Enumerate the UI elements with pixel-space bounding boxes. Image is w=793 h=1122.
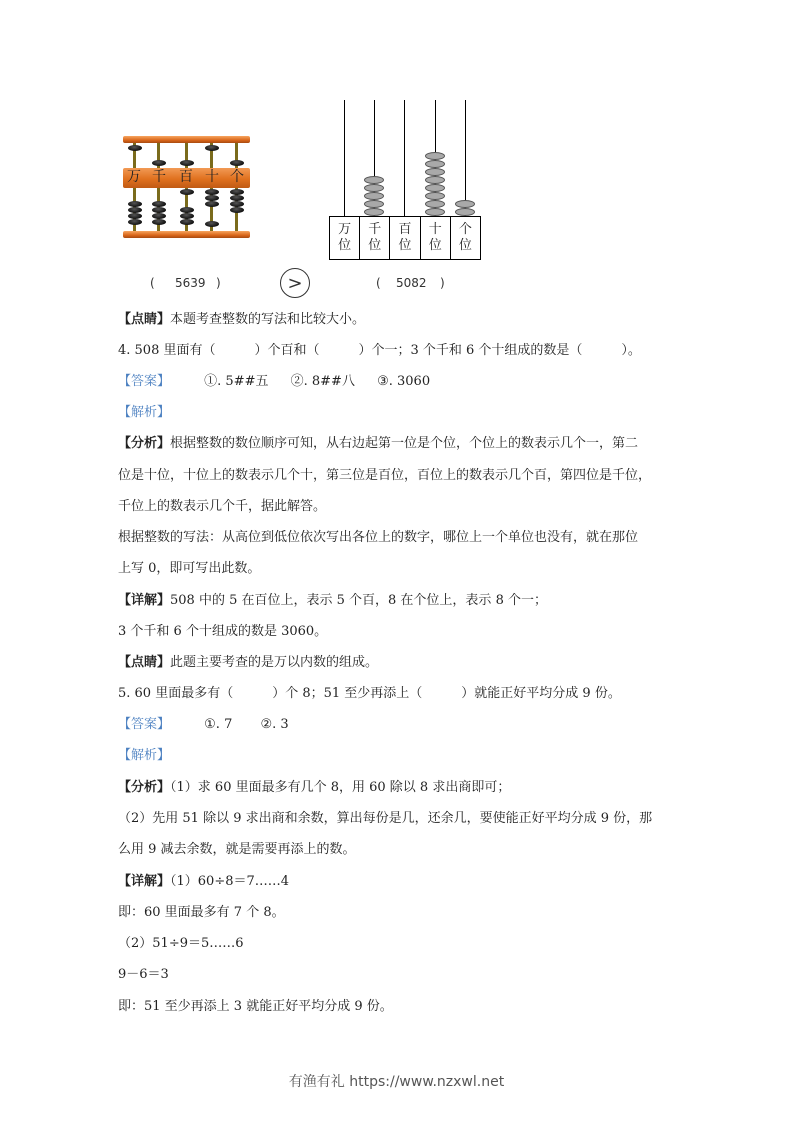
place-label-wan: 万 — [127, 169, 141, 185]
q5-question: 5. 60 里面最多有（ ）个 8；51 至少再添上（ ）就能正好平均分成 9 份。 — [118, 686, 621, 701]
place-cell-qian: 千 位 — [360, 217, 390, 259]
left-abacus-figure — [123, 136, 250, 238]
place-label-qian: 千 — [152, 169, 166, 185]
place-cell-ge: 个 位 — [458, 222, 472, 253]
q5-xiangjie-line: （2）51÷9＝5……6 — [118, 936, 244, 951]
q5-xiangjie-line: 【详解】（1）60÷8＝7……4 — [118, 874, 290, 889]
q4-fenxi-line: 位是十位，十位上的数表示几个十，第三位是百位，百位上的数表示几个百，第四位是千位， — [118, 468, 652, 483]
q5-xiangjie-line: 9－6＝3 — [118, 967, 169, 982]
place-cell-wan: 万 位 — [330, 217, 360, 259]
left-open-paren: ( — [150, 276, 155, 290]
right-close-paren: ) — [440, 276, 445, 290]
q4-xiangjie-line: 3 个千和 6 个十组成的数是 3060。 — [118, 624, 328, 639]
left-close-paren: ) — [216, 276, 221, 290]
abacus-rod — [465, 100, 466, 216]
left-answer-value: 5639 — [175, 276, 206, 290]
answer-tag: 【答案】 — [118, 717, 171, 732]
q3-tip: 【点睛】本题考查整数的写法和比较大小。 — [118, 312, 366, 327]
abacus-top-rail — [123, 136, 250, 143]
q4-fenxi-line: 根据整数的写法：从高位到低位依次写出各位上的数字，哪位上一个单位也没有，就在那位 — [118, 530, 639, 545]
upper-bead — [152, 160, 166, 166]
right-abacus-figure — [329, 100, 481, 260]
q5-xiangjie-line: 即：60 里面最多有 7 个 8。 — [118, 905, 285, 920]
right-answer-value: 5082 — [396, 276, 427, 290]
right-open-paren: ( — [376, 276, 381, 290]
q4-analysis-tag: 【解析】 — [118, 405, 171, 420]
q5-analysis-tag: 【解析】 — [118, 748, 171, 763]
q4-answer: 【答案】 ①. 5##五 ②. 8##八 ③. 3060 — [118, 374, 431, 389]
place-cell-bai: 百 位 — [390, 217, 420, 259]
place-value-table — [329, 216, 481, 260]
q5-fenxi-line: 【分析】（1）求 60 里面最多有几个 8，用 60 除以 8 求出商即可； — [118, 780, 511, 795]
q4-fenxi-line: 千位上的数表示几个千，据此解答。 — [118, 499, 327, 514]
upper-bead — [205, 145, 219, 151]
q5-answer: 【答案】 ①. 7 ②. 3 — [118, 717, 289, 732]
q5-fenxi-line: 么用 9 减去余数，就是需要再添上的数。 — [118, 842, 356, 857]
place-label-shi: 十 — [205, 169, 219, 185]
abacus-rod — [344, 100, 345, 216]
place-label-ge: 个 — [230, 169, 244, 185]
q4-question: 4. 508 里面有（ ）个百和（ ）个一；3 个千和 6 个十组成的数是（ ）。 — [118, 343, 641, 358]
footer-watermark: 有渔有礼 https://www.nzxwl.net — [288, 1074, 505, 1090]
q5-xiangjie-line: 即：51 至少再添上 3 就能正好平均分成 9 份。 — [118, 999, 393, 1014]
q4-xiangjie-line: 【详解】508 中的 5 在百位上，表示 5 个百，8 在个位上，表示 8 个一； — [118, 593, 547, 608]
q4-fenxi-line: 【分析】根据整数的数位顺序可知，从右边起第一位是个位，个位上的数表示几个一，第二 — [118, 436, 639, 451]
greater-than-sign: > — [287, 272, 303, 294]
abacus-bottom-rail — [123, 231, 250, 238]
place-cell-shi: 十 位 — [421, 217, 451, 259]
upper-bead — [230, 160, 244, 166]
q4-tip: 【点睛】此题主要考查的是万以内数的组成。 — [118, 655, 379, 670]
q4-fenxi-line: 上写 0，即可写出此数。 — [118, 561, 261, 576]
comparison-circle — [280, 268, 310, 298]
answer-tag: 【答案】 — [118, 374, 171, 389]
upper-bead — [128, 145, 142, 151]
place-label-bai: 百 — [179, 169, 193, 185]
abacus-rod — [404, 100, 405, 216]
q5-fenxi-line: （2）先用 51 除以 9 求出商和余数，算出每份是几，还余几，要使能正好平均分成 9 份，那 — [118, 811, 653, 826]
upper-bead — [180, 160, 194, 166]
